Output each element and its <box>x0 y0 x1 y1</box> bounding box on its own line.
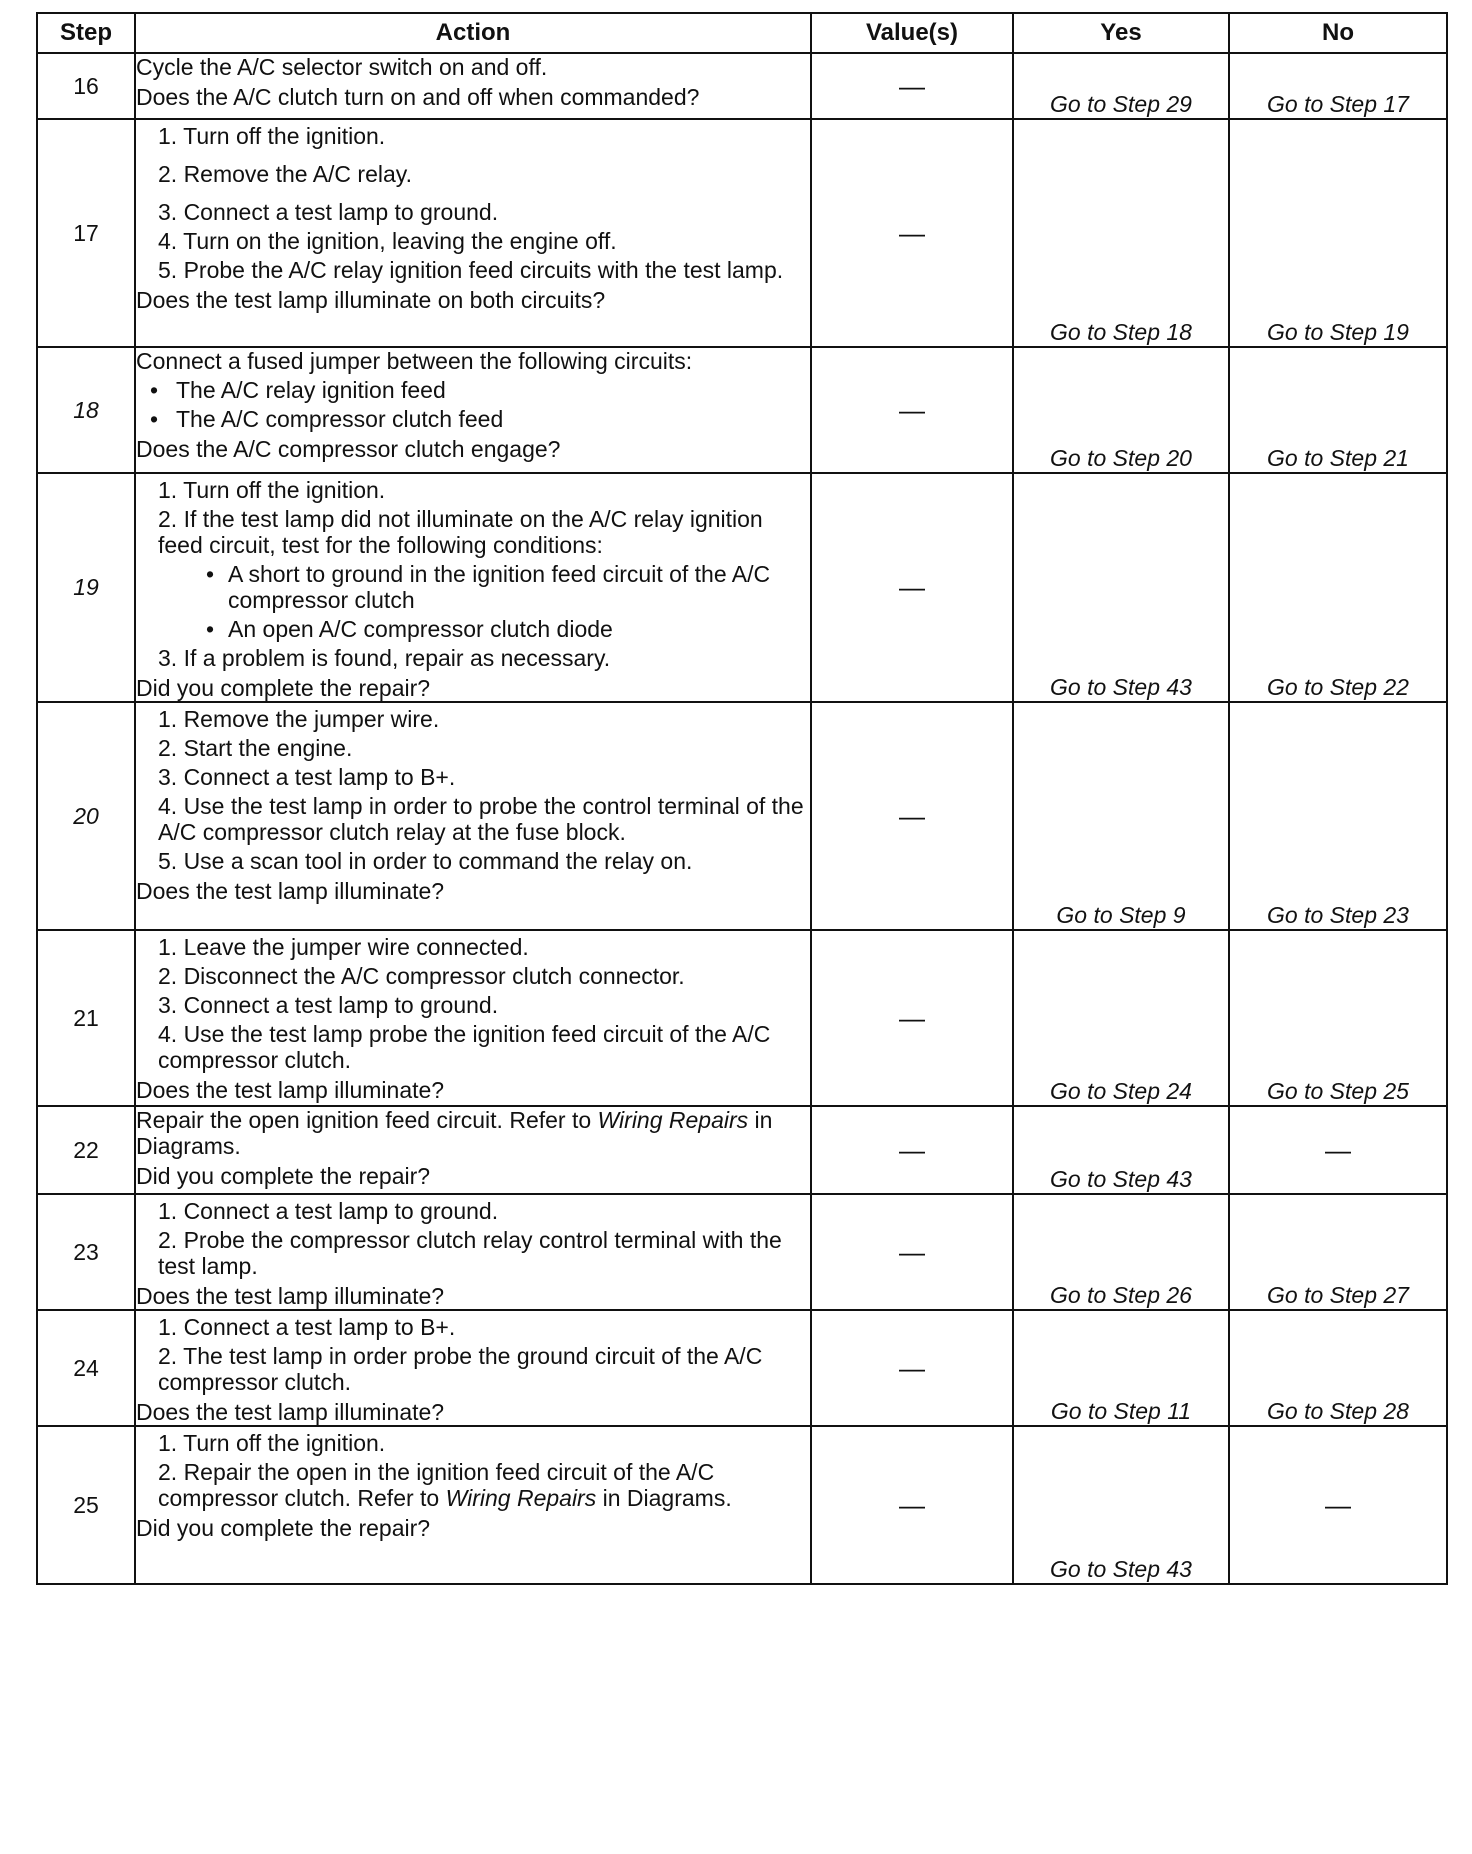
action-item: 1. Connect a test lamp to ground. <box>158 1198 499 1224</box>
action-item: 5. Use a scan tool in order to command the relay on. <box>158 848 693 874</box>
action-subbullet: • An open A/C compressor clutch diode <box>206 616 613 642</box>
no-cell: Go to Step 27 <box>1229 1194 1447 1310</box>
table-row <box>37 347 1447 473</box>
no-cell: — <box>1229 1426 1447 1584</box>
action-question: Does the test lamp illuminate? <box>136 878 445 904</box>
value-cell: — <box>811 702 1013 930</box>
action-text: Connect a fused jumper between the following circuits: <box>136 348 693 374</box>
no-cell: Go to Step 28 <box>1229 1310 1447 1426</box>
action-cell <box>135 702 811 930</box>
action-text: Cycle the A/C selector switch on and off. <box>136 54 548 80</box>
action-question: Does the test lamp illuminate on both circuits? <box>136 287 606 313</box>
action-question: Does the A/C clutch turn on and off when commanded? <box>136 84 700 110</box>
step-number: 19 <box>37 473 135 702</box>
step-number: 18 <box>37 347 135 473</box>
action-item: 2. Disconnect the A/C compressor clutch connector. <box>158 963 685 989</box>
table-row <box>37 1310 1447 1426</box>
action-question: Did you complete the repair? <box>136 1515 431 1541</box>
step-number: 20 <box>37 702 135 930</box>
step-number: 21 <box>37 930 135 1106</box>
yes-cell: Go to Step 20 <box>1013 347 1229 473</box>
table-row <box>37 1194 1447 1310</box>
value-cell: — <box>811 1194 1013 1310</box>
action-item: 4. Use the test lamp probe the ignition feed circuit of the A/C compressor clutch. <box>158 1021 771 1073</box>
yes-cell: Go to Step 43 <box>1013 1426 1229 1584</box>
action-cell <box>135 1426 811 1584</box>
no-cell: Go to Step 22 <box>1229 473 1447 702</box>
yes-cell: Go to Step 43 <box>1013 473 1229 702</box>
action-text: Repair the open ignition feed circuit. Refer to Wiring Repairs in Diagrams. <box>136 1107 773 1159</box>
table-row <box>37 119 1447 347</box>
header-action: Action <box>135 13 811 53</box>
action-cell <box>135 1106 811 1194</box>
header-no: No <box>1229 13 1447 53</box>
table-row <box>37 1426 1447 1584</box>
action-question: Does the A/C compressor clutch engage? <box>136 436 561 462</box>
action-item: 2. Probe the compressor clutch relay control terminal with the test lamp. <box>158 1227 782 1279</box>
value-cell: — <box>811 930 1013 1106</box>
action-item: 3. Connect a test lamp to ground. <box>158 992 499 1018</box>
table-row <box>37 1106 1447 1194</box>
value-cell: — <box>811 53 1013 119</box>
step-number: 16 <box>37 53 135 119</box>
action-item: 2. The test lamp in order probe the ground circuit of the A/C compressor clutch. <box>158 1343 763 1395</box>
action-item: 1. Turn off the ignition. <box>158 123 386 149</box>
no-cell: Go to Step 23 <box>1229 702 1447 930</box>
no-cell: — <box>1229 1106 1447 1194</box>
action-cell <box>135 53 811 119</box>
action-item: 1. Leave the jumper wire connected. <box>158 934 529 960</box>
action-item: 1. Remove the jumper wire. <box>158 706 440 732</box>
table-row <box>37 53 1447 119</box>
action-question: Does the test lamp illuminate? <box>136 1283 445 1309</box>
value-cell: — <box>811 347 1013 473</box>
action-question: Does the test lamp illuminate? <box>136 1077 445 1103</box>
action-bullet: • The A/C compressor clutch feed <box>150 406 504 432</box>
value-cell: — <box>811 1426 1013 1584</box>
action-item: 2. Repair the open in the ignition feed circuit of the A/C compressor clutch. Refer to Wiring Repairs in Diagrams. <box>158 1459 732 1511</box>
table-row <box>37 930 1447 1106</box>
action-item: 4. Use the test lamp in order to probe the control terminal of the A/C compressor clutch relay at the fuse block. <box>158 793 804 845</box>
action-item: 5. Probe the A/C relay ignition feed circuits with the test lamp. <box>158 257 784 283</box>
step-number: 23 <box>37 1194 135 1310</box>
action-item: 2. Start the engine. <box>158 735 353 761</box>
value-cell: — <box>811 473 1013 702</box>
value-cell: — <box>811 1310 1013 1426</box>
action-cell <box>135 347 811 473</box>
action-cell <box>135 1310 811 1426</box>
step-number: 25 <box>37 1426 135 1584</box>
action-question: Does the test lamp illuminate? <box>136 1399 445 1425</box>
yes-cell: Go to Step 43 <box>1013 1106 1229 1194</box>
action-cell <box>135 930 811 1106</box>
action-question: Did you complete the repair? <box>136 675 431 701</box>
table-row <box>37 702 1447 930</box>
no-cell: Go to Step 25 <box>1229 930 1447 1106</box>
yes-cell: Go to Step 29 <box>1013 53 1229 119</box>
action-item: 1. Connect a test lamp to B+. <box>158 1314 456 1340</box>
action-bullet: • The A/C relay ignition feed <box>150 377 446 403</box>
no-cell: Go to Step 17 <box>1229 53 1447 119</box>
step-number: 22 <box>37 1106 135 1194</box>
action-cell <box>135 1194 811 1310</box>
yes-cell: Go to Step 24 <box>1013 930 1229 1106</box>
no-cell: Go to Step 21 <box>1229 347 1447 473</box>
value-cell: — <box>811 1106 1013 1194</box>
action-item: 1. Turn off the ignition. <box>158 1430 386 1456</box>
step-number: 17 <box>37 119 135 347</box>
action-item: 1. Turn off the ignition. <box>158 477 386 503</box>
yes-cell: Go to Step 9 <box>1013 702 1229 930</box>
action-subbullet: • A short to ground in the ignition feed circuit of the A/C compressor clutch <box>206 561 771 613</box>
diagnostic-table <box>36 12 1448 1585</box>
action-cell <box>135 119 811 347</box>
header-row <box>37 13 1447 53</box>
yes-cell: Go to Step 18 <box>1013 119 1229 347</box>
table-row <box>37 473 1447 702</box>
action-item: 2. Remove the A/C relay. <box>158 161 412 187</box>
header-yes: Yes <box>1013 13 1229 53</box>
action-item: 3. Connect a test lamp to B+. <box>158 764 456 790</box>
action-item: 3. If a problem is found, repair as necessary. <box>158 645 611 671</box>
header-values: Value(s) <box>811 13 1013 53</box>
action-question: Did you complete the repair? <box>136 1163 431 1189</box>
step-number: 24 <box>37 1310 135 1426</box>
action-cell <box>135 473 811 702</box>
no-cell: Go to Step 19 <box>1229 119 1447 347</box>
yes-cell: Go to Step 26 <box>1013 1194 1229 1310</box>
action-item: 3. Connect a test lamp to ground. <box>158 199 499 225</box>
yes-cell: Go to Step 11 <box>1013 1310 1229 1426</box>
header-step: Step <box>37 13 135 53</box>
value-cell: — <box>811 119 1013 347</box>
action-item: 2. If the test lamp did not illuminate on the A/C relay ignition feed circuit, test for the following conditions: <box>158 506 763 558</box>
action-item: 4. Turn on the ignition, leaving the engine off. <box>158 228 617 254</box>
